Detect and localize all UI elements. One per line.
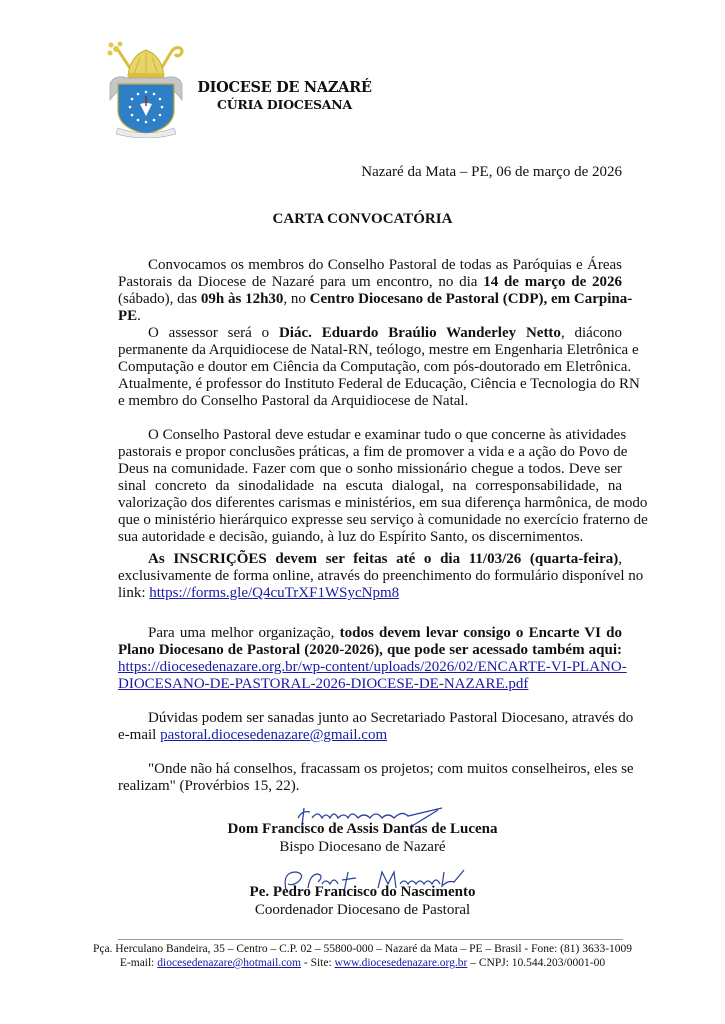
- event-date: 14 de março de 2026: [483, 274, 623, 290]
- text-line: [118, 676, 622, 693]
- text-line: [118, 659, 627, 676]
- text-line: sua autoridade e decisão, guiando, à luz do Espírito Santo, os discernimentos.: [118, 529, 584, 545]
- footer-contact: [0, 957, 725, 969]
- text-line: [118, 585, 622, 602]
- text-span: .: [137, 308, 141, 324]
- event-location: Centro Diocesano de Pastoral (CDP), em Carpina-: [309, 291, 633, 307]
- text-span: O assessor será o: [148, 325, 279, 341]
- text-line: Computação e doutor em Ciência da Computação, com pós-doutorado em Eletrônica.: [118, 359, 632, 375]
- footer-site-link[interactable]: www.diocesedenazare.org.br: [334, 957, 468, 969]
- text-line: [118, 274, 622, 291]
- footer-email-link[interactable]: diocesedenazare@hotmail.com: [157, 957, 301, 969]
- text-line: [118, 642, 622, 659]
- signatory-name: Pe. Pedro Francisco do Nascimento: [249, 884, 476, 900]
- diocese-crest-logo: [104, 40, 188, 138]
- email-label: E-mail:: [119, 957, 158, 969]
- text-line: [118, 727, 622, 744]
- text-line: [118, 308, 622, 325]
- pastoral-email-link[interactable]: pastoral.diocesedenazare@gmail.com: [160, 727, 388, 743]
- signatory-name: Dom Francisco de Assis Dantas de Lucena: [227, 821, 498, 837]
- date-line: Nazaré da Mata – PE, 06 de março de 2026: [361, 164, 622, 180]
- signatory-role: Bispo Diocesano de Nazaré: [279, 839, 446, 855]
- document-title: CARTA CONVOCATÓRIA: [272, 211, 453, 227]
- footer-address: Pça. Herculano Bandeira, 35 – Centro – C.P. 02 – 55800-000 – Nazaré da Mata – PE – Brasil - Fone: (81) 3633-1009: [92, 943, 633, 955]
- bold-instruction: Plano Diocesano de Pastoral (2020-2026), que pode ser acessado também aqui:: [118, 642, 622, 658]
- text-line: Dúvidas podem ser sanadas junto ao Secretariado Pastoral Diocesano, através do: [148, 710, 634, 726]
- text-span: e-mail: [118, 727, 161, 743]
- event-location-end: PE: [118, 308, 138, 324]
- text-line: e membro do Conselho Pastoral da Arquidiocese de Natal.: [118, 393, 469, 409]
- org-name: DIOCESE DE NAZARÉ: [197, 79, 372, 96]
- text-line: [118, 551, 622, 568]
- text-span: , no: [283, 291, 310, 307]
- text-line: O Conselho Pastoral deve estudar e examinar tudo o que concerne às atividades: [148, 427, 627, 443]
- advisor-name: Diác. Eduardo Braúlio Wanderley Netto: [278, 325, 561, 341]
- text-line: [118, 625, 622, 642]
- text-span: (sábado), das: [118, 291, 201, 307]
- footer-divider: [118, 939, 623, 940]
- text-line: realizam" (Provérbios 15, 22).: [118, 778, 300, 794]
- signatory-role: Coordenador Diocesano de Pastoral: [254, 902, 471, 918]
- encarte-link-part1[interactable]: https://diocesedenazare.org.br/wp-content/uploads/2026/02/ENCARTE-VI-PLANO-: [118, 659, 627, 675]
- text-span: ,: [618, 551, 622, 567]
- text-line: [118, 291, 633, 308]
- text-line: que o ministério hierárquico expresse seu serviço à comunidade no exercício fraterno de: [118, 512, 648, 528]
- event-time: 09h às 12h30: [200, 291, 284, 307]
- text-line: Deus na comunidade. Fazer com que o sonho missionário chegue a todos. Deve ser: [118, 461, 622, 477]
- text-line: permanente da Arquidiocese de Natal-RN, teólogo, mestre em Engenharia Eletrônica e: [118, 342, 639, 358]
- text-span: , diácono: [560, 325, 623, 341]
- mitre-icon: [128, 50, 164, 78]
- text-line: [118, 325, 622, 342]
- text-line: "Onde não há conselhos, fracassam os projetos; com muitos conselheiros, eles se: [148, 761, 634, 777]
- text-line: sinal concreto da sinodalidade na escuta dialogal, na corresponsabilidade, na: [118, 478, 622, 494]
- text-span: Para uma melhor organização,: [148, 625, 340, 641]
- text-span: Pastorais da Diocese de Nazaré para um encontro, no dia: [118, 274, 484, 290]
- text-span: link:: [118, 585, 150, 601]
- org-subtitle: CÚRIA DIOCESANA: [216, 97, 353, 112]
- bold-instruction: todos devem levar consigo o Encarte VI do: [339, 625, 622, 641]
- text-line: Convocamos os membros do Conselho Pastoral de todas as Paróquias e Áreas: [148, 257, 622, 273]
- text-line: valorização dos diferentes carismas e ministérios, em sua diferença harmônica, de modo: [118, 495, 648, 511]
- encarte-link-part2[interactable]: DIOCESANO-DE-PASTORAL-2026-DIOCESE-DE-NAZARE.pdf: [118, 676, 529, 692]
- site-label: - Site:: [301, 957, 335, 969]
- registration-form-link[interactable]: https://forms.gle/Q4cuTrXF1WSycNpm8: [149, 585, 400, 601]
- registration-deadline: As INSCRIÇÕES devem ser feitas até o dia 11/03/26 (quarta-feira): [148, 551, 619, 567]
- cnpj-text: – CNPJ: 10.544.203/0001-00: [467, 957, 606, 969]
- text-line: pastorais e propor conclusões práticas, a fim de promover a vida e a ação do Povo de: [118, 444, 628, 460]
- text-line: Atualmente, é professor do Instituto Federal de Educação, Ciência e Tecnologia do RN: [118, 376, 640, 392]
- text-line: exclusivamente de forma online, através do preenchimento do formulário disponível no: [118, 568, 644, 584]
